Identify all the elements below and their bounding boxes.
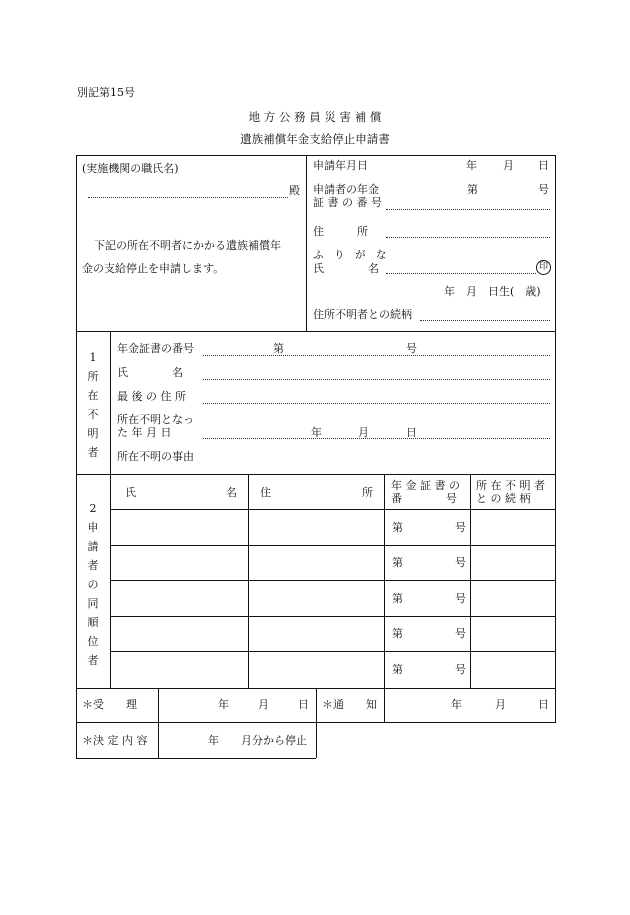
- row2-pension-dai: 第: [392, 556, 403, 569]
- col-divider-name-address: [248, 474, 249, 688]
- missing-date-field[interactable]: [203, 438, 550, 439]
- row4-pension-dai: 第: [392, 627, 403, 640]
- missing-reason-label: 所在不明の事由: [117, 450, 194, 463]
- row5-pension-dai: 第: [392, 663, 403, 676]
- agency-name-field[interactable]: [88, 197, 288, 198]
- notice-month: 月: [495, 698, 506, 711]
- address-field[interactable]: [386, 237, 550, 238]
- section2-row-line: [110, 545, 556, 546]
- request-text-line-2: 金の支給停止を申請します。: [82, 262, 225, 275]
- section2-heading-char: 2: [89, 502, 97, 515]
- table-right-border: [555, 155, 556, 722]
- col-pension-header-2: 番 号: [391, 492, 457, 505]
- section-label-divider: [110, 331, 111, 688]
- section2-heading-char: 同: [87, 597, 99, 610]
- section2-heading-char: 順: [87, 616, 99, 629]
- receipt-year: 年: [218, 698, 229, 711]
- section2-heading-char: の: [87, 578, 99, 591]
- col-address-header-1: 住: [260, 486, 271, 499]
- row1-pension-go: 号: [455, 521, 466, 534]
- section2-heading: [78, 499, 108, 670]
- agency-label: (実施機関の職氏名): [82, 162, 179, 175]
- missing-date-day: 日: [406, 426, 417, 439]
- notice-day: 日: [538, 698, 549, 711]
- missing-pension-go: 号: [406, 342, 417, 355]
- missing-date-year: 年: [311, 426, 322, 439]
- notice-label-divider: [384, 688, 385, 722]
- receipt-month: 月: [258, 698, 269, 711]
- relation-label: 住所不明者との続柄: [313, 308, 412, 321]
- col-relation-header-1: 所 在 不 明 者: [476, 479, 545, 492]
- applicant-pension-go: 号: [538, 183, 549, 196]
- seal-mark: 印: [536, 260, 551, 275]
- missing-name-label: 氏 名: [117, 366, 183, 379]
- section2-heading-char: 請: [87, 540, 99, 553]
- row1-pension-dai: 第: [392, 521, 403, 534]
- address-label: 住 所: [313, 225, 368, 238]
- row2-pension-go: 号: [455, 556, 466, 569]
- section1-heading-char: 所: [87, 370, 99, 383]
- missing-name-field[interactable]: [203, 379, 550, 380]
- footer-label-divider: [158, 688, 159, 758]
- decision-stop-text: 年 月分から停止: [208, 734, 307, 747]
- apply-date-label: 申請年月日: [313, 159, 368, 172]
- notice-year: 年: [451, 698, 462, 711]
- request-text-line-1: 下記の所在不明者にかかる遺族補償年: [94, 239, 281, 252]
- header-divider: [306, 155, 307, 331]
- furigana-label: ふ り が な: [313, 249, 387, 261]
- col-divider-address-pension: [384, 474, 385, 688]
- applicant-pension-dai: 第: [467, 183, 478, 196]
- col-name-header-2: 名: [226, 486, 237, 499]
- row3-pension-dai: 第: [392, 592, 403, 605]
- section1-heading-char: 不: [87, 408, 99, 421]
- birth-date-label: 年 月 日生( 歳): [444, 285, 541, 298]
- missing-pension-no-field[interactable]: [203, 355, 550, 356]
- name-label: 氏 名: [313, 262, 379, 275]
- applicant-name-field[interactable]: [386, 273, 536, 274]
- section2-header-bottom: [110, 509, 556, 510]
- missing-date-month: 月: [358, 426, 369, 439]
- applicant-pension-field[interactable]: [386, 209, 550, 210]
- apply-date-day: 日: [538, 159, 549, 172]
- receipt-label: ＊受 理: [82, 698, 137, 711]
- missing-pension-no-label: 年金証書の番号: [117, 342, 194, 355]
- apply-date-year: 年: [466, 159, 477, 172]
- col-address-header-2: 所: [362, 486, 373, 499]
- section2-heading-char: 申: [87, 521, 99, 534]
- section2-row-line: [110, 616, 556, 617]
- relation-field[interactable]: [420, 320, 550, 321]
- applicant-pension-label-1: 申請者の年金: [313, 183, 379, 196]
- col-relation-header-2: と の 続 柄: [476, 492, 531, 505]
- section2-heading-char: 位: [87, 635, 99, 648]
- section1-heading-char: 明: [87, 427, 99, 440]
- section1-top-border: [76, 331, 556, 332]
- table-top-border: [76, 155, 556, 156]
- notice-label: ＊通 知: [322, 698, 377, 711]
- table-left-border: [76, 155, 77, 758]
- col-name-header-1: 氏: [125, 486, 136, 499]
- section1-heading: [78, 348, 108, 462]
- applicant-pension-label-2: 証 書 の 番 号: [313, 196, 382, 209]
- section1-heading-char: 者: [87, 446, 99, 459]
- col-pension-header-1: 年 金 証 書 の: [391, 479, 460, 492]
- section2-top-border: [76, 474, 556, 475]
- missing-date-label-1: 所在不明となっ: [117, 413, 194, 426]
- section2-heading-char: 者: [87, 654, 99, 667]
- form-number: 別記第15号: [77, 86, 135, 99]
- title-line-2: 遺族補償年金支給停止申請書: [240, 132, 390, 146]
- section2-row-line: [110, 651, 556, 652]
- apply-date-month: 月: [503, 159, 514, 172]
- dono-label: 殿: [289, 184, 300, 197]
- receipt-day: 日: [298, 698, 309, 711]
- row5-pension-go: 号: [455, 663, 466, 676]
- decision-row-bottom: [76, 758, 316, 759]
- footer-mid-divider: [316, 688, 317, 758]
- row4-pension-go: 号: [455, 627, 466, 640]
- missing-pension-dai: 第: [273, 342, 284, 355]
- last-address-field[interactable]: [203, 403, 550, 404]
- row3-pension-go: 号: [455, 592, 466, 605]
- missing-date-label-2: た 年 月 日: [117, 426, 172, 439]
- col-divider-pension-relation: [470, 474, 471, 688]
- title-line-1: 地 方 公 務 員 災 害 補 償: [248, 110, 382, 124]
- section1-heading-char: 1: [89, 351, 97, 364]
- decision-label: ＊決 定 内 容: [82, 734, 148, 747]
- last-address-label: 最 後 の 住 所: [117, 390, 186, 403]
- section2-heading-char: 者: [87, 559, 99, 572]
- section1-heading-char: 在: [87, 389, 99, 402]
- section2-row-line: [110, 580, 556, 581]
